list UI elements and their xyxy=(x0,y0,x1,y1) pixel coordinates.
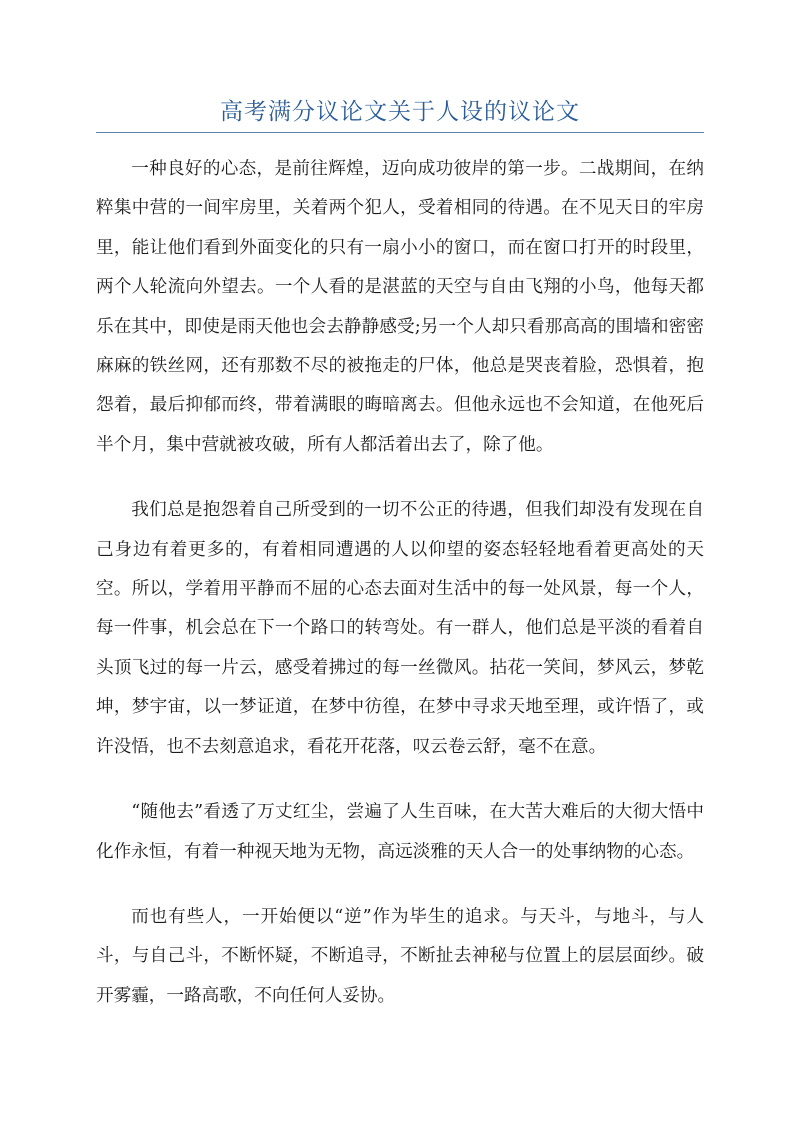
document-title: 高考满分议论文关于人设的议论文 xyxy=(220,99,580,125)
document-body xyxy=(96,150,704,1042)
paragraph-2: 我们总是抱怨着自己所受到的一切不公正的待遇，但我们却没有发现在自己身边有着更多的，有着相同遭遇的人以仰望的姿态轻轻地看着更高处的天空。所以，学着用平静而不屈的心态去面对生活中的每一处风景，每一个人，每一件事，机会总在下一个路口的转弯处。有一群人，他们总是平淡的看着自头顶飞过的每一片云，感受着拂过的每一丝微风。拈花一笑间，梦风云，梦乾坤，梦宇宙，以一梦证道，在梦中彷徨，在梦中寻求天地至理，或许悟了，或许没悟，也不去刻意追求，看花开花落，叹云卷云舒，毫不在意。 xyxy=(96,500,704,757)
title-underline xyxy=(96,132,704,133)
paragraph-4: 而也有些人，一开始便以“逆”作为毕生的追求。与天斗，与地斗，与人斗，与自己斗，不断怀疑，不断追寻，不断扯去神秘与位置上的层层面纱。破开雾霾，一路高歌，不向任何人妥协。 xyxy=(96,906,704,1006)
paragraph-3: “随他去”看透了万丈红尘，尝遍了人生百味，在大苦大难后的大彻大悟中化作永恒，有着一种视天地为无物，高远淡雅的天人合一的处事纳物的心态。 xyxy=(96,802,704,862)
paragraph-1: 一种良好的心态，是前往辉煌，迈向成功彼岸的第一步。二战期间，在纳粹集中营的一间牢房里，关着两个犯人，受着相同的待遇。在不见天日的牢房里，能让他们看到外面变化的只有一扇小小的窗口，而在窗口打开的时段里，两个人轮流向外望去。一个人看的是湛蓝的天空与自由飞翔的小鸟，他每天都乐在其中，即使是雨天他也会去静静感受;另一个人却只看那高高的围墙和密密麻麻的铁丝网，还有那数不尽的被拖走的尸体，他总是哭丧着脸，恐惧着，抱怨着，最后抑郁而终，带着满眼的晦暗离去。但他永远也不会知道，在他死后半个月，集中营就被攻破，所有人都活着出去了，除了他。 xyxy=(96,159,704,455)
